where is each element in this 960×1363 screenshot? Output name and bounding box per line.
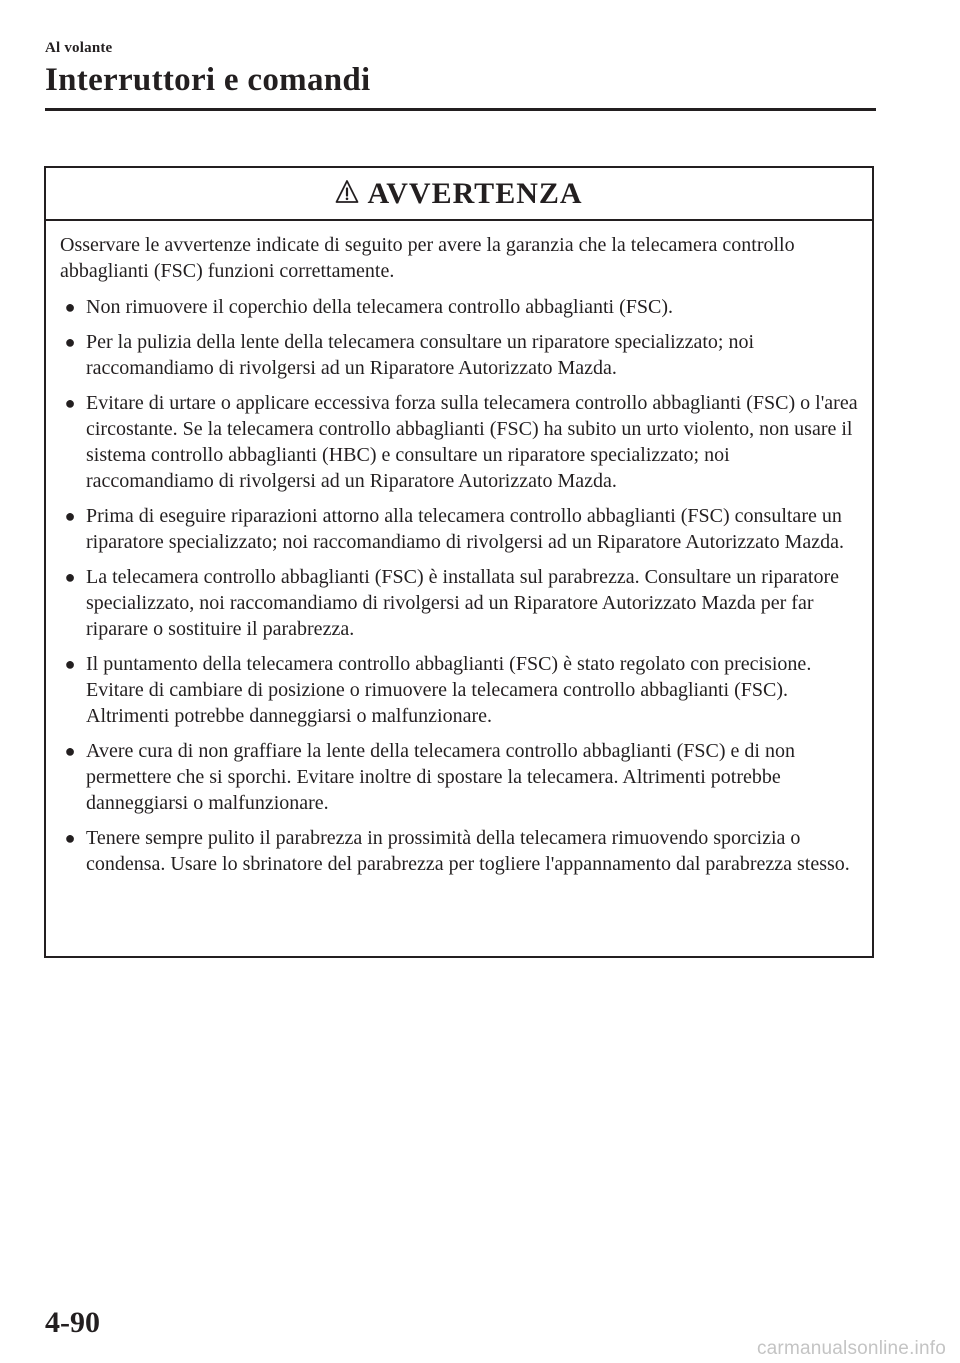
warning-item [60, 294, 858, 320]
bullet-icon: ● [64, 828, 76, 848]
warning-item-text: Per la pulizia della lente della telecamera consultare un riparatore specializzato; noi raccomandiamo di rivolgersi ad un Riparatore Autorizzato Mazda. [86, 331, 755, 379]
warning-header [46, 168, 872, 221]
warning-item-text: Avere cura di non graffiare la lente della telecamera controllo abbaglianti (FSC) e di non permettere che si sporchi. Evitare inoltre di spostare la telecamera. Altrimenti potrebbe danneggiarsi o malfunzionare. [86, 740, 795, 814]
bullet-icon: ● [64, 654, 76, 674]
bullet-icon: ● [64, 567, 76, 587]
warning-item [60, 825, 858, 877]
warning-title: AVVERTENZA [367, 176, 583, 210]
warning-item-text: Il puntamento della telecamera controllo abbaglianti (FSC) è stato regolato con precisione. Evitare di cambiare di posizione o rimuovere la telecamera controllo abbaglianti (FSC). Altrimenti potrebbe danneggiarsi o malfunzionare. [86, 653, 812, 727]
warning-item [60, 329, 858, 381]
warning-body [46, 221, 872, 877]
warning-item-text: Tenere sempre pulito il parabrezza in prossimità della telecamera rimuovendo sporcizia o condensa. Usare lo sbrinatore del parabrezza per togliere l'appannamento dal parabrezza stesso. [86, 827, 850, 875]
warning-item [60, 738, 858, 816]
chapter-title: Interruttori e comandi [45, 62, 371, 98]
warning-item-text: Evitare di urtare o applicare eccessiva forza sulla telecamera controllo abbaglianti (FSC) o l'area circostante. Se la telecamera controllo abbaglianti (FSC) ha subito un urto violento, non usare il sistema controllo abbaglianti (HBC) e consultare un riparatore specializzato; noi raccomandiamo di rivolgersi ad un Riparatore Autorizzato Mazda. [86, 392, 858, 492]
warning-item [60, 651, 858, 729]
bullet-icon: ● [64, 506, 76, 526]
section-label: Al volante [45, 40, 113, 56]
warning-item-text: La telecamera controllo abbaglianti (FSC) è installata sul parabrezza. Consultare un riparatore specializzato, noi raccomandiamo di rivolgersi ad un Riparatore Autorizzato Mazda per far riparare o sostituire il parabrezza. [86, 566, 840, 640]
bullet-icon: ● [64, 332, 76, 352]
warning-list [60, 294, 858, 877]
page-number: 4-90 [45, 1306, 100, 1339]
bullet-icon: ● [64, 297, 76, 317]
header-divider [45, 108, 876, 111]
warning-item-text: Non rimuovere il coperchio della telecamera controllo abbaglianti (FSC). [86, 296, 674, 318]
warning-item [60, 564, 858, 642]
warning-triangle-icon [335, 179, 359, 205]
bullet-icon: ● [64, 741, 76, 761]
watermark[interactable]: carmanualsonline.info [756, 1338, 946, 1359]
warning-item [60, 503, 858, 555]
bullet-icon: ● [64, 393, 76, 413]
warning-item [60, 390, 858, 494]
warning-intro: Osservare le avvertenze indicate di seguito per avere la garanzia che la telecamera controllo abbaglianti (FSC) funzioni correttamente. [60, 234, 795, 282]
warning-box [44, 166, 874, 958]
warning-item-text: Prima di eseguire riparazioni attorno alla telecamera controllo abbaglianti (FSC) consultare un riparatore specializzato; noi raccomandiamo di rivolgersi ad un Riparatore Autorizzato Mazda. [86, 505, 845, 553]
